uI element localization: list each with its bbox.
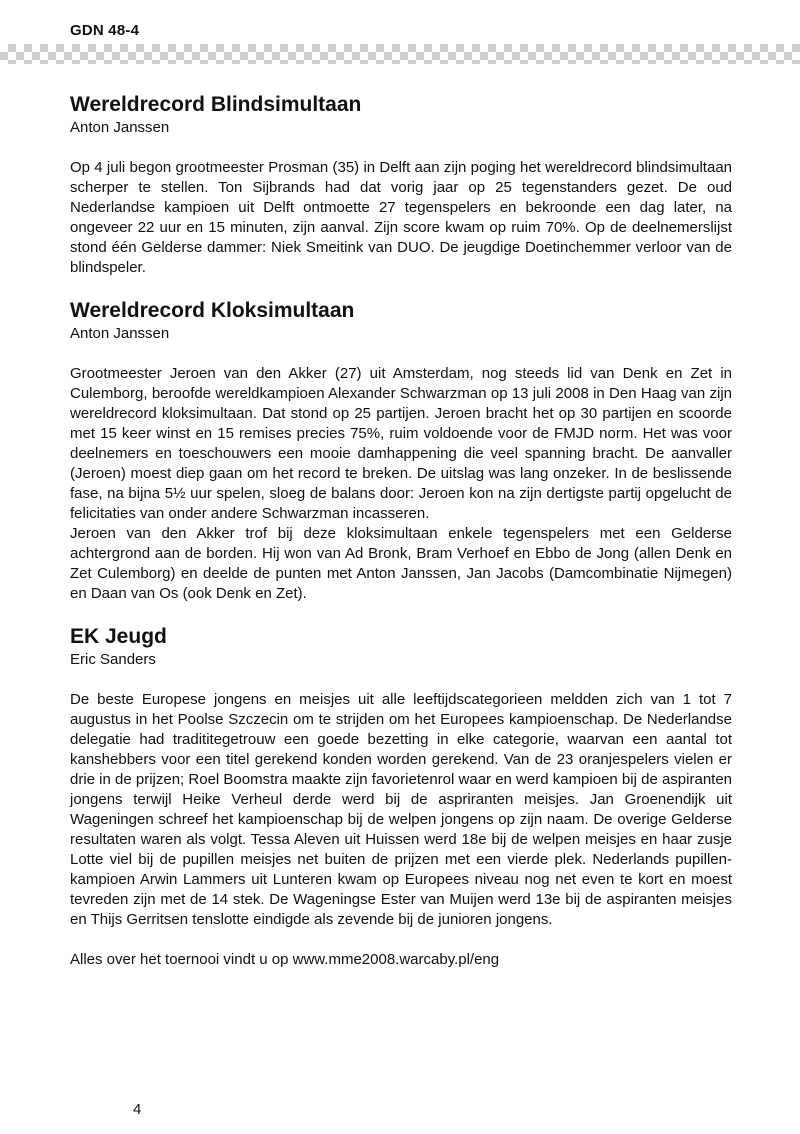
article-paragraph: Jeroen van den Akker trof bij deze kloksimultaan enkele tegenspelers met een Gelderse achtergrond aan de borden. Hij won van Ad Bronk, Bram Verhoef en Ebbo de Jong (allen Denk en Zet Culemborg) en deelde de punten met Anton Janssen, Jan Jacobs (Damcombinatie Nijmegen) en Daan van Os (ook Denk en Zet). (70, 525, 732, 602)
article-author: Eric Sanders (70, 651, 156, 668)
article-paragraph: De beste Europese jongens en meisjes uit alle leeftijdscategorieen meldden zich van 1 tot 7 augustus in het Poolse Szczecin om te strijden om het Europees kampioenschap. De Nederlandse delegatie had tradititegetrouw een goede bezetting in elke categorie, waarvan een aantal tot kanshebbers voor een titel gerekend konden worden gerekend. Van de 23 oranjespelers vielen er drie in de prijzen; Roel Boomstra maakte zijn favorietenrol waar en werd kampioen bij de aspiranten jongens terwijl Heike Verheul derde werd bij de aspriranten meisjes. Jan Groenendijk uit Wageningen schreef het kampioenschap bij de welpen jongens op zijn naam. De overige Gelderse resultaten waren als volgt. Tessa Aleven uit Huissen werd 18e bij de welpen meisjes en haar zusje Lotte viel bij de pupillen meisjes net buiten de prijzen met een vierde plek. Nederlands pupillen-kampioen Arwin Lammers uit Lunteren kwam op Europees niveau nog net even te kort en moest tevreden zijn met de 14 stek. De Wageningse Ester van Muijen werd 13e bij de aspiranten meisjes en Thijs Gerritsen tenslotte eindigde als zevende bij de junioren jongens. (70, 691, 733, 928)
article-author: Anton Janssen (70, 119, 170, 136)
article-ek-jeugd (70, 624, 732, 970)
running-header: GDN 48-4 (70, 22, 140, 39)
article-title: Wereldrecord Kloksimultaan (70, 299, 355, 322)
article-paragraph: Grootmeester Jeroen van den Akker (27) uit Amsterdam, nog steeds lid van Denk en Zet in Culemborg, beroofde wereldkampioen Alexander Schwarzman op 13 juli 2008 in Den Haag van zijn wereldrecord kloksimultaan. Dat stond op 25 partijen. Jeroen bracht het op 30 partijen en scoorde met 15 keer winst en 15 remises precies 75%, ruim voldoende voor de FMJD norm. Het was voor deelnemers en toeschouwers een mooie damhappening die veel spanning bracht. De aanvaller (Jeroen) moest diep gaan om het record te breken. De uitslag was lang onzeker. In de beslissende fase, na bijna 5½ uur spelen, sloeg de balans door: Jeroen kon na zijn dertigste partij opgelucht de felicitaties van onder andere Schwarzman incasseren. (70, 365, 732, 522)
page-content (70, 92, 732, 990)
article-title: EK Jeugd (70, 625, 167, 648)
article-blindsimultaan (70, 92, 732, 278)
page-number: 4 (133, 1101, 142, 1118)
article-kloksimultaan (70, 298, 732, 604)
article-paragraph: Op 4 juli begon grootmeester Prosman (35) in Delft aan zijn poging het wereldrecord blindsimultaan scherper te stellen. Ton Sijbrands had dat vorig jaar op 25 tegenstanders gezet. De oud Nederlandse kampioen uit Delft ontmoette 27 tegenspelers en bekroonde een dag later, na ongeveer 22 uur en 15 minuten, zijn aanval. Zijn score kwam op ruim 70%. Op de deelnemerslijst stond één Gelderse dammer: Niek Smeitink van DUO. De jeugdige Doetinchemmer verloor van de blindspeler. (70, 159, 732, 276)
checkered-divider (0, 44, 800, 64)
article-author: Anton Janssen (70, 325, 170, 342)
article-title: Wereldrecord Blindsimultaan (70, 93, 362, 116)
tournament-link-text: Alles over het toernooi vindt u op www.mme2008.warcaby.pl/eng (70, 951, 500, 968)
